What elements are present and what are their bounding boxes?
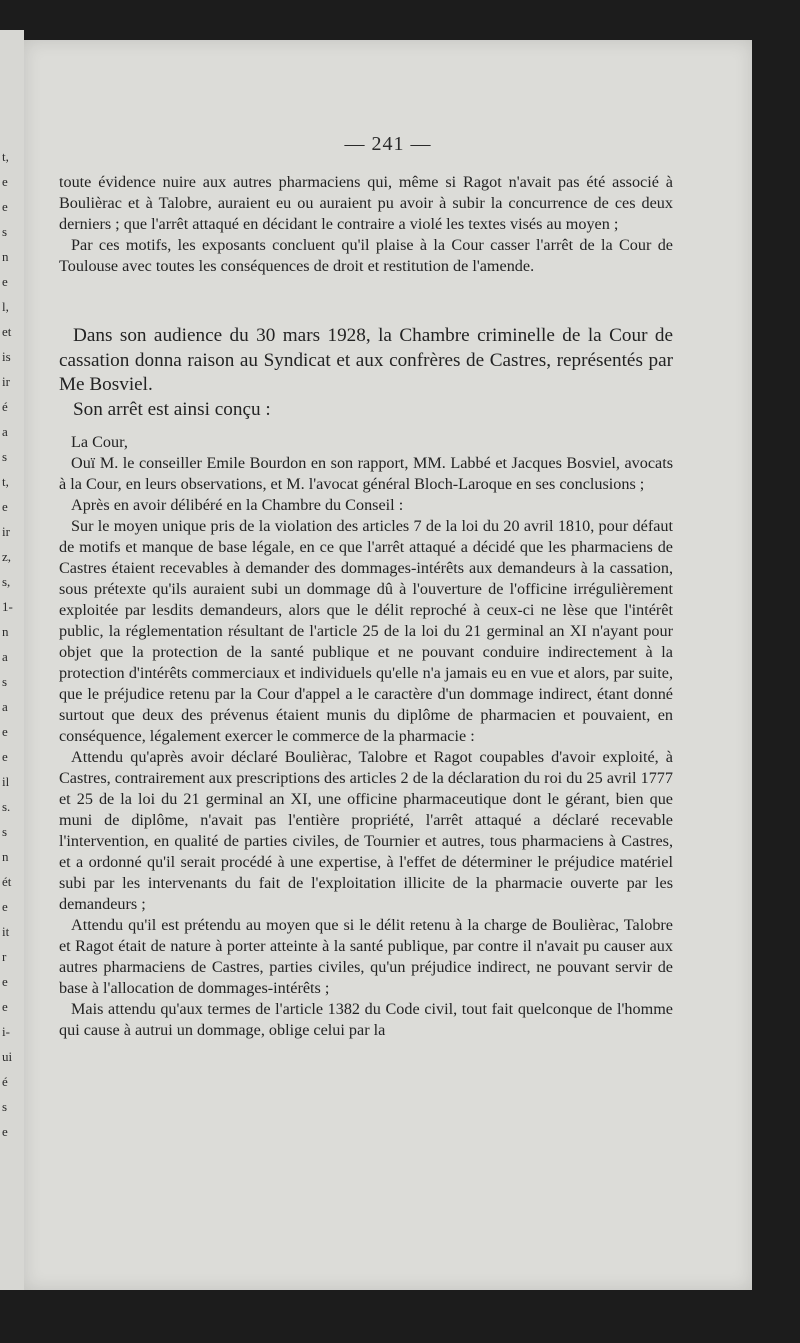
paragraph: Ouï M. le conseiller Emile Bourdon en son rapport, MM. Labbé et Jacques Bosviel, avocats à la Cour, en leurs observations, et M. l'avocat général Bloch-Laroque en ses conclusions ;	[59, 454, 673, 493]
edge-fragment: 1-	[2, 599, 13, 614]
edge-fragment: ui	[2, 1049, 13, 1064]
paragraph: Attendu qu'il est prétendu au moyen que si le délit retenu à la charge de Boulièrac, Talobre et Ragot était de nature à porter atteinte à la santé publique, par contre il n'avait pu causer aux autres pharmaciens de Castres, parties civiles, qu'un préjudice indirect, ne pouvant servir de base à l'allocation de dommages-intérêts ;	[59, 916, 673, 997]
edge-fragment: e	[2, 274, 8, 289]
edge-fragment: is	[2, 349, 11, 364]
text-block-judgment	[59, 432, 673, 1041]
edge-fragment: il	[2, 774, 10, 789]
edge-fragment: e	[2, 199, 8, 214]
edge-fragment: t,	[2, 474, 9, 489]
edge-fragment: z,	[2, 549, 12, 564]
text-block-closing-argument	[59, 172, 673, 277]
page-number: — 241 —	[344, 133, 432, 155]
edge-fragment: s	[2, 1099, 8, 1114]
edge-fragment: et	[2, 324, 12, 339]
paragraph: Son arrêt est ainsi conçu :	[73, 398, 271, 420]
edge-fragment: n	[2, 249, 9, 264]
edge-fragment: e	[2, 999, 8, 1014]
edge-fragment: n	[2, 849, 9, 864]
paragraph: Après en avoir délibéré en la Chambre du Conseil :	[71, 496, 404, 514]
edge-fragment: s,	[2, 574, 11, 589]
edge-fragment: s	[2, 449, 8, 464]
text-block-narrative	[59, 324, 673, 422]
edge-fragment: t,	[2, 149, 9, 164]
edge-fragment: i-	[2, 1024, 10, 1039]
edge-fragment: é	[2, 1074, 8, 1089]
edge-fragment: e	[2, 899, 8, 914]
edge-fragment: é	[2, 399, 8, 414]
adjacent-page-edge	[0, 30, 24, 1290]
edge-fragment: it	[2, 924, 10, 939]
paragraph: Par ces motifs, les exposants concluent qu'il plaise à la Cour casser l'arrêt de la Cour de Toulouse avec toutes les conséquences de droit et restitution de l'amende.	[59, 236, 673, 275]
edge-fragment: ir	[2, 524, 10, 539]
paragraph: toute évidence nuire aux autres pharmaciens qui, même si Ragot n'avait pas été associé à Boulièrac et à Talobre, auraient eu ou auraient pu avoir à subir la concurrence de ces deux derniers ; que l'arrêt attaqué en décidant le contraire a violé les textes visés au moyen ;	[59, 173, 673, 233]
document-page	[24, 40, 752, 1290]
edge-fragment: ét	[2, 874, 12, 889]
edge-fragment: l,	[2, 299, 9, 314]
edge-fragment: ir	[2, 374, 10, 389]
edge-fragment: s	[2, 824, 8, 839]
paragraph: Attendu qu'après avoir déclaré Boulièrac, Talobre et Ragot coupables d'avoir exploité, à Castres, contrairement aux prescriptions des articles 2 de la déclaration du roi du 25 avril 1777 et 25 de la loi du 21 germinal an XI, une officine pharmaceutique dont le gérant, bien que muni de diplôme, n'avait pas l'entière propriété, l'arrêt attaqué a déclaré recevable l'intervention, en qualité de parties civiles, de Tournier et autres, tous pharmaciens à Castres, et a ordonné qu'il serait procédé à une expertise, à l'effet de déterminer le préjudice matériel subi par les intervenants du fait de l'exploitation illicite de la pharmacie ouverte par les demandeurs ;	[59, 748, 673, 913]
edge-fragment: s	[2, 674, 8, 689]
paragraph: Sur le moyen unique pris de la violation des articles 7 de la loi du 20 avril 1810, pour défaut de motifs et manque de base légale, en ce que l'arrêt attaqué a décidé que les pharmaciens de Castres étaient recevables à demander des dommages-intérêts aux demandeurs à la cassation, sous prétexte qu'ils auraient subi un dommage dû à l'ouverture de l'officine irrégulièrement exploitée par lesdits demandeurs, alors que le délit reproché à ceux-ci ne lèse que l'intérêt public, la réglementation résultant de l'article 25 de la loi du 21 germinal an XI n'ayant pour objet que la protection de la santé publique et ne pouvant conduire indirectement à la protection d'intérêts commerciaux et individuels qu'elle n'a jamais eu en vue et alors, par suite, que le préjudice retenu par la Cour d'appel a le caractère d'un dommage indirect, étant donné surtout que deux des prévenus étaient munis du diplôme de pharmacien et pouvaient, en conséquence, légalement exercer le commerce de la pharmacie :	[59, 517, 673, 745]
edge-fragment: e	[2, 499, 8, 514]
edge-fragment: e	[2, 1124, 8, 1139]
edge-fragment: e	[2, 974, 8, 989]
paragraph: Mais attendu qu'aux termes de l'article 1382 du Code civil, tout fait quelconque de l'homme qui cause à autrui un dommage, oblige celui par la	[59, 1000, 673, 1039]
paragraph: Dans son audience du 30 mars 1928, la Chambre criminelle de la Cour de cassation donna raison au Syndicat et aux confrères de Castres, représentés par Me Bosviel.	[59, 325, 673, 395]
edge-fragment: s	[2, 224, 8, 239]
edge-fragment: r	[2, 949, 7, 964]
edge-fragment: a	[2, 424, 8, 439]
edge-fragment: e	[2, 174, 8, 189]
paragraph: La Cour,	[71, 433, 128, 451]
edge-fragment: e	[2, 749, 8, 764]
edge-fragment: n	[2, 624, 9, 639]
edge-fragment: a	[2, 649, 8, 664]
edge-fragment: e	[2, 724, 8, 739]
edge-fragment: s.	[2, 799, 11, 814]
edge-fragment: a	[2, 699, 8, 714]
